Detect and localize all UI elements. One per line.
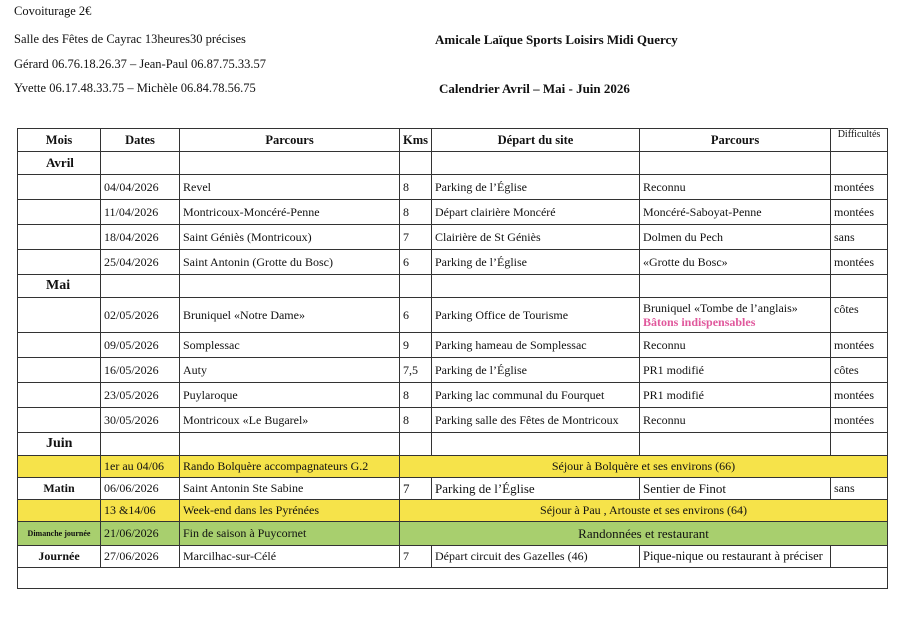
difficulty-cell: sans: [831, 225, 888, 250]
date-cell: 30/05/2026: [101, 408, 180, 433]
parcours-cell: Bruniquel «Notre Dame»: [180, 298, 400, 333]
difficulty-cell: montées: [831, 250, 888, 275]
parcours2-cell: PR1 modifié: [640, 383, 831, 408]
depart-cell: Parking de l’Église: [432, 175, 640, 200]
parcours2-cell: «Grotte du Bosc»: [640, 250, 831, 275]
parcours2-cell: Pique-nique ou restaurant à préciser: [640, 546, 831, 568]
table-row: [18, 383, 888, 408]
depart-cell: Parking de l’Église: [432, 250, 640, 275]
parcours-cell: Somplessac: [180, 333, 400, 358]
difficulty-cell: côtes: [831, 298, 888, 333]
depart-cell: Parking Office de Tourisme: [432, 298, 640, 333]
col-parcours: Parcours: [180, 129, 400, 152]
difficulty-cell: [831, 546, 888, 568]
month-label: Juin: [18, 433, 101, 456]
kms-cell: 8: [400, 200, 432, 225]
depart-cell: Parking hameau de Somplessac: [432, 333, 640, 358]
parcours-cell: Montricoux «Le Bugarel»: [180, 408, 400, 433]
depart-cell: Départ circuit des Gazelles (46): [432, 546, 640, 568]
carpool-line: Covoiturage 2€: [14, 4, 92, 18]
parcours-cell: Saint Antonin (Grotte du Bosc): [180, 250, 400, 275]
parcours2-cell: Moncéré-Saboyat-Penne: [640, 200, 831, 225]
depart-cell: Clairière de St Géniès: [432, 225, 640, 250]
parcours2-cell: PR1 modifié: [640, 358, 831, 383]
table-row-fin-saison: [18, 522, 888, 546]
fin-desc-cell: Randonnées et restaurant: [400, 522, 888, 546]
difficulty-cell: montées: [831, 175, 888, 200]
col-depart: Départ du site: [432, 129, 640, 152]
calendar-table: [17, 128, 888, 589]
parcours-cell: Puylaroque: [180, 383, 400, 408]
date-cell: 23/05/2026: [101, 383, 180, 408]
sejour-desc-cell: Séjour à Bolquère et ses environs (66): [400, 456, 888, 478]
table-row-matin: [18, 478, 888, 500]
parcours2-cell: [640, 298, 831, 333]
parcours-cell: Saint Géniès (Montricoux): [180, 225, 400, 250]
difficulty-cell: côtes: [831, 358, 888, 383]
kms-cell: 7: [400, 225, 432, 250]
period-label: Journée: [18, 546, 101, 568]
col-difficultes: Difficultés: [831, 129, 888, 152]
table-row: [18, 250, 888, 275]
col-parcours-2: Parcours: [640, 129, 831, 152]
contact-line-2: Yvette 06.17.48.33.75 – Michèle 06.84.78.56.75: [14, 81, 256, 95]
parcours2-cell: Reconnu: [640, 175, 831, 200]
difficulty-cell: montées: [831, 408, 888, 433]
parcours2-text: Bruniquel «Tombe de l’anglais»: [643, 301, 798, 315]
parcours-cell: Marcilhac-sur-Célé: [180, 546, 400, 568]
date-cell: 04/04/2026: [101, 175, 180, 200]
table-row: [18, 298, 888, 333]
table-row: [18, 333, 888, 358]
date-cell: 11/04/2026: [101, 200, 180, 225]
date-cell: 27/06/2026: [101, 546, 180, 568]
parcours-cell: Revel: [180, 175, 400, 200]
table-row: [18, 358, 888, 383]
date-cell: 18/04/2026: [101, 225, 180, 250]
parcours-cell: Saint Antonin Ste Sabine: [180, 478, 400, 500]
col-dates: Dates: [101, 129, 180, 152]
date-cell: 13 &14/06: [101, 500, 180, 522]
depart-cell: Parking de l’Église: [432, 478, 640, 500]
sejour-desc-cell: Séjour à Pau , Artouste et ses environs (64): [400, 500, 888, 522]
parcours2-cell: Reconnu: [640, 408, 831, 433]
org-title: Amicale Laïque Sports Loisirs Midi Quercy: [435, 32, 678, 47]
depart-cell: Parking lac communal du Fourquet: [432, 383, 640, 408]
period-label: Matin: [18, 478, 101, 500]
date-cell: 06/06/2026: [101, 478, 180, 500]
kms-cell: 7: [400, 478, 432, 500]
col-kms: Kms: [400, 129, 432, 152]
batons-note: Bâtons indispensables: [643, 315, 756, 329]
period-label: Dimanche journée: [18, 522, 101, 546]
month-row-mai: [18, 275, 888, 298]
kms-cell: 8: [400, 408, 432, 433]
kms-cell: 6: [400, 298, 432, 333]
kms-cell: 6: [400, 250, 432, 275]
date-cell: 02/05/2026: [101, 298, 180, 333]
date-cell: 16/05/2026: [101, 358, 180, 383]
parcours2-cell: Reconnu: [640, 333, 831, 358]
month-row-avril: [18, 152, 888, 175]
parcours-cell: Week-end dans les Pyrénées: [180, 500, 400, 522]
parcours-cell: Auty: [180, 358, 400, 383]
kms-cell: 9: [400, 333, 432, 358]
kms-cell: 7,5: [400, 358, 432, 383]
month-label: Mai: [18, 275, 101, 298]
month-row-juin: [18, 433, 888, 456]
table-row-sejour-bolquere: [18, 456, 888, 478]
col-mois: Mois: [18, 129, 101, 152]
date-cell: 1er au 04/06: [101, 456, 180, 478]
parcours-cell: Rando Bolquère accompagnateurs G.2: [180, 456, 400, 478]
date-cell: 21/06/2026: [101, 522, 180, 546]
table-row: [18, 408, 888, 433]
contact-line-1: Gérard 06.76.18.26.37 – Jean-Paul 06.87.75.33.57: [14, 57, 267, 71]
kms-cell: 8: [400, 175, 432, 200]
parcours-cell: Fin de saison à Puycornet: [180, 522, 400, 546]
table-row: [18, 200, 888, 225]
parcours2-cell: Sentier de Finot: [640, 478, 831, 500]
kms-cell: 7: [400, 546, 432, 568]
kms-cell: 8: [400, 383, 432, 408]
depart-cell: Départ clairière Moncéré: [432, 200, 640, 225]
date-cell: 25/04/2026: [101, 250, 180, 275]
table-row: [18, 225, 888, 250]
difficulty-cell: montées: [831, 383, 888, 408]
table-header-row: [18, 129, 888, 152]
parcours2-cell: Dolmen du Pech: [640, 225, 831, 250]
date-cell: 09/05/2026: [101, 333, 180, 358]
table-row-journee: [18, 546, 888, 568]
meeting-place: Salle des Fêtes de Cayrac 13heures30 précises: [14, 32, 246, 46]
difficulty-cell: montées: [831, 333, 888, 358]
table-row-sejour-pau: [18, 500, 888, 522]
parcours-cell: Montricoux-Moncéré-Penne: [180, 200, 400, 225]
depart-cell: Parking salle des Fêtes de Montricoux: [432, 408, 640, 433]
calendar-title: Calendrier Avril – Mai - Juin 2026: [439, 81, 630, 96]
depart-cell: Parking de l’Église: [432, 358, 640, 383]
empty-row: [18, 568, 888, 589]
month-label: Avril: [18, 152, 101, 175]
difficulty-cell: sans: [831, 478, 888, 500]
table-row: [18, 175, 888, 200]
difficulty-cell: montées: [831, 200, 888, 225]
